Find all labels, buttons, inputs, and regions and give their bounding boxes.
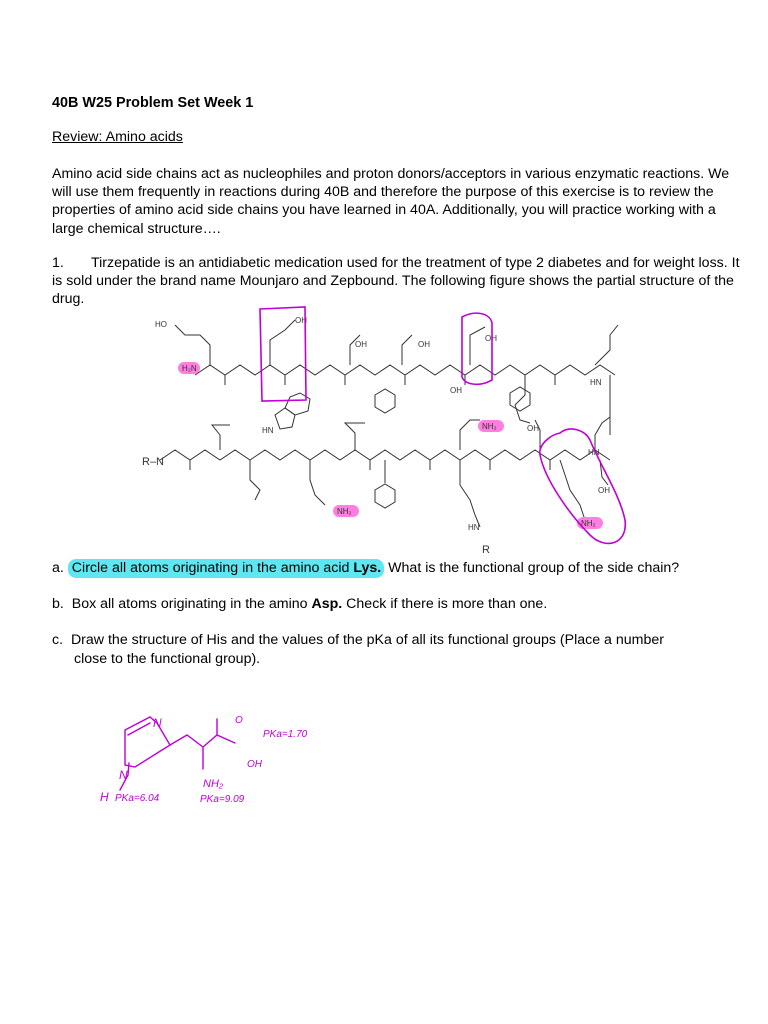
structure-svg	[140, 305, 660, 555]
lys-circle	[540, 429, 625, 543]
tirzepatide-structure-figure	[140, 305, 660, 559]
nh2-label-1: NH₂	[482, 422, 497, 431]
question-b	[52, 596, 752, 612]
oh-label-6: OH	[527, 424, 539, 433]
nh2-label-3: NH₂	[581, 519, 596, 528]
oh-label-4: OH	[485, 334, 497, 343]
r-group-bottom: R	[482, 544, 490, 555]
question-c-line-1: Draw the structure of His and the values of the pKa of all its functional groups (Place a number	[70, 632, 664, 648]
question-a-rest: What is the functional group of the side chain?	[384, 560, 680, 576]
section-heading: Review: Amino acids	[52, 129, 183, 145]
hand-nh2: NH₂	[203, 778, 224, 790]
oh-label-5: OH	[450, 386, 462, 395]
intro-paragraph: Amino acid side chains act as nucleophiles and proton donors/acceptors in various enzymatic reactions. We will use them frequently in reactions during 40B and therefore the purpose of this exercise is to review the properties of amino acid side chains you have learned in 40A. Additionally, you will practice working with a large chemical structure….	[52, 166, 730, 237]
hand-pka-cooh: PKa=1.70	[263, 729, 308, 740]
oh-label-7: OH	[598, 486, 610, 495]
question-c	[52, 631, 732, 669]
question-c-prefix: c.	[52, 632, 64, 648]
question-a	[52, 560, 752, 576]
question-1	[52, 254, 742, 309]
oh-label-2: OH	[355, 340, 367, 349]
handwriting-svg	[95, 705, 355, 815]
question-a-prefix: a.	[52, 560, 64, 576]
hand-o: O	[235, 715, 243, 726]
nh2-label-2: NH₂	[337, 507, 352, 516]
hand-n-top: N	[153, 716, 162, 730]
question-b-bold: Asp.	[311, 596, 343, 612]
question-b-text: Box all atoms originating in the amino	[71, 596, 312, 612]
hn-label-4: HN	[468, 523, 480, 532]
hn-label-3: HN	[588, 448, 600, 457]
question-a-highlight-text: Circle all atoms originating in the amino acid	[71, 560, 354, 576]
question-a-highlight	[68, 559, 384, 578]
ho-label: HO	[155, 320, 167, 329]
hn-label-1: HN	[262, 426, 274, 435]
hand-n-bottom: N	[119, 768, 128, 782]
handwritten-his-structure	[95, 705, 355, 819]
hand-pka-amine: PKa=9.09	[200, 794, 245, 805]
document-title: 40B W25 Problem Set Week 1	[52, 95, 254, 111]
question-1-text: Tirzepatide is an antidiabetic medication used for the treatment of type 2 diabetes and for weight loss. It is sold under the brand name Mounjaro and Zepbound. The following figure shows the partial structure of the drug.	[52, 255, 740, 308]
question-1-number: 1.	[52, 255, 64, 271]
hand-oh: OH	[247, 759, 262, 770]
r-group-left: R–N	[142, 456, 165, 468]
question-c-line-2: close to the functional group).	[74, 651, 261, 667]
oh-label-1: OH	[295, 316, 307, 325]
h2n-label: H₂N	[182, 364, 197, 373]
question-b-rest: Check if there is more than one.	[342, 596, 548, 612]
backbone-top	[195, 365, 615, 375]
oh-label-3: OH	[418, 340, 430, 349]
hand-pka-imidazole: PKa=6.04	[115, 793, 160, 804]
backbone-bottom	[160, 450, 610, 460]
hn-label-2: HN	[590, 378, 602, 387]
question-a-bold: Lys.	[353, 560, 382, 576]
question-b-prefix: b.	[52, 596, 64, 612]
hand-h: H	[100, 790, 109, 804]
